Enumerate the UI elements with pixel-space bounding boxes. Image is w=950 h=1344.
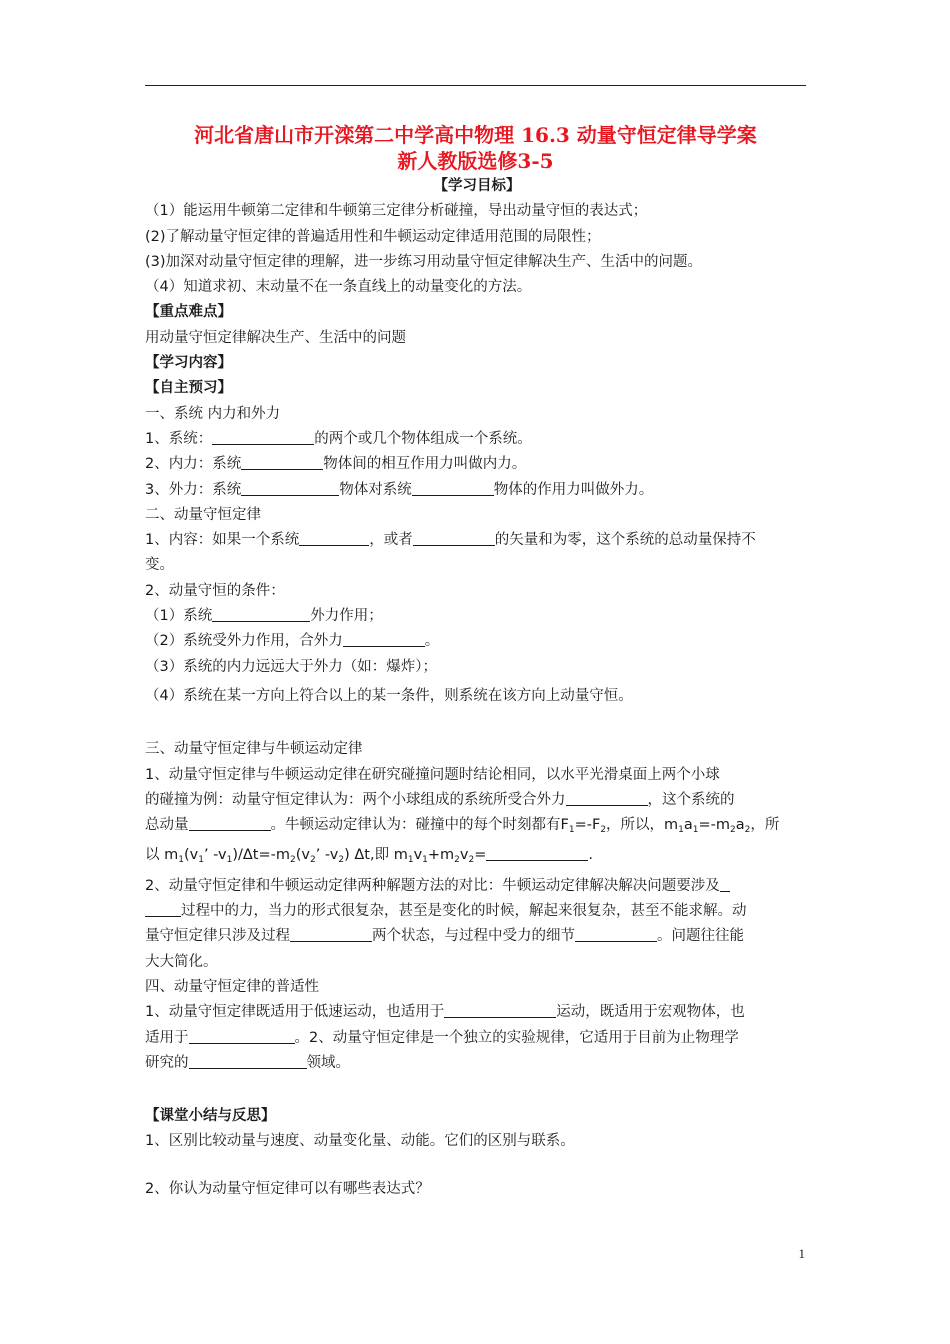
s4-line3: 研究的 领域。: [145, 1051, 809, 1076]
fill-blank[interactable]: [412, 478, 494, 496]
goal-item: (3)加深对动量守恒定律的理解，进一步练习用动量守恒定律解决生产、生活中的问题。: [145, 253, 703, 270]
fill-blank[interactable]: [189, 1051, 307, 1069]
fill-blank[interactable]: [189, 813, 271, 831]
goal-item: （1）能运用牛顿第二定律和牛顿第三定律分析碰撞，导出动量守恒的表达式；: [145, 203, 648, 220]
law-content-end: 变。: [145, 557, 174, 574]
content-heading: 【学习内容】: [145, 355, 232, 372]
fill-blank[interactable]: [145, 899, 181, 917]
section-2-heading: 二、动量守恒定律: [145, 506, 261, 523]
condition-item: （4）系统在某一方向上符合以上的某一条件，则系统在该方向上动量守恒。: [145, 687, 633, 704]
s4-line2: 适用于 。2、动量守恒定律是一个独立的实验规律，它适用于目前为止物理学: [145, 1026, 809, 1051]
external-force-line: 3、外力：系统 物体对系统 物体的作用力叫做外力。: [145, 478, 809, 503]
section-3-heading: 三、动量守恒定律与牛顿运动定律: [145, 741, 363, 758]
title-line-2: 新人教版选修3-5: [397, 149, 554, 173]
goals-heading: 【学习目标】: [433, 178, 521, 194]
law-content-line: 1、内容：如果一个系统 ，或者 的矢量和为零，这个系统的总动量保持不: [145, 528, 809, 553]
fill-blank[interactable]: [486, 843, 588, 861]
s3-para2-line1: 2、动量守恒定律和牛顿运动定律两种解题方法的对比：牛顿运动定律解决解决问题要涉及: [145, 874, 809, 899]
document-body: [145, 174, 809, 1202]
goal-item: (2)了解动量守恒定律的普遍适用性和牛顿运动定律适用范围的局限性；: [145, 228, 601, 245]
preview-heading: 【自主预习】: [145, 380, 232, 397]
internal-force-line: 2、内力：系统 物体间的相互作用力叫做内力。: [145, 452, 809, 477]
fill-blank[interactable]: [241, 452, 323, 470]
s3-para1-line3: 总动量 。牛顿运动定律认为：碰撞中的每个时刻都有$F_1=-F_2$，所以，$m_1a_1=-m_2a_2$，所: [145, 813, 809, 843]
fill-blank[interactable]: [212, 604, 310, 622]
header-rule: [145, 85, 806, 86]
s3-para1-line4: 以 $m_1(v_1$’ $-v_1)/\Delta t=-m_2(v_2$’ $-v_2$) Δt,即 $m_1v_1+m_2v_2=$ .: [145, 843, 809, 873]
s4-line1: 1、动量守恒定律既适用于低速运动，也适用于 运动，既适用于宏观物体，也: [145, 1000, 809, 1025]
fill-blank[interactable]: [413, 528, 495, 546]
summary-question: 1、区别比较动量与速度、动量变化量、动能。它们的区别与联系。: [145, 1133, 575, 1150]
section-1-heading: 一、系统 内力和外力: [145, 405, 281, 422]
fill-blank[interactable]: [720, 874, 730, 892]
condition-item: （2）系统受外力作用，合外力 。: [145, 629, 809, 654]
fill-blank[interactable]: [299, 528, 369, 546]
fill-blank[interactable]: [290, 924, 372, 942]
condition-item: （3）系统的内力远远大于外力（如：爆炸）；: [145, 658, 437, 675]
fill-blank[interactable]: [566, 788, 648, 806]
fill-blank[interactable]: [189, 1026, 295, 1044]
fill-blank[interactable]: [444, 1000, 556, 1018]
page-number: 1: [798, 1246, 805, 1261]
s3-para1-line2: 的碰撞为例：动量守恒定律认为：两个小球组成的系统所受合外力 ，这个系统的: [145, 788, 809, 813]
s3-para2-line3: 量守恒定律只涉及过程 两个状态，与过程中受力的细节 。问题往往能: [145, 924, 809, 949]
fill-blank[interactable]: [575, 924, 657, 942]
s3-para1-line1: 1、动量守恒定律与牛顿运动定律在研究碰撞问题时结论相同，以水平光滑桌面上两个小球: [145, 766, 720, 783]
key-text: 用动量守恒定律解决生产、生活中的问题: [145, 329, 406, 346]
goal-item: （4）知道求初、末动量不在一条直线上的动量变化的方法。: [145, 279, 532, 296]
section-4-heading: 四、动量守恒定律的普适性: [145, 978, 319, 995]
system-line: 1、系统： 的两个或几个物体组成一个系统。: [145, 427, 809, 452]
key-heading: 【重点难点】: [145, 304, 232, 321]
condition-item: （1）系统 外力作用；: [145, 604, 809, 629]
fill-blank[interactable]: [343, 629, 425, 647]
fill-blank[interactable]: [241, 478, 339, 496]
conditions-heading: 2、动量守恒的条件：: [145, 582, 285, 599]
s3-para2-line2: 过程中的力，当力的形式很复杂，甚至是变化的时候，解起来很复杂，甚至不能求解。动: [145, 899, 809, 924]
summary-question: 2、你认为动量守恒定律可以有哪些表达式？: [145, 1180, 430, 1197]
s3-para2-line4: 大大简化。: [145, 953, 218, 970]
fill-blank[interactable]: [212, 427, 314, 445]
title-line-1: 河北省唐山市开滦第二中学高中物理 16.3 动量守恒定律导学案: [194, 123, 757, 147]
summary-heading: 【课堂小结与反思】: [145, 1108, 276, 1125]
